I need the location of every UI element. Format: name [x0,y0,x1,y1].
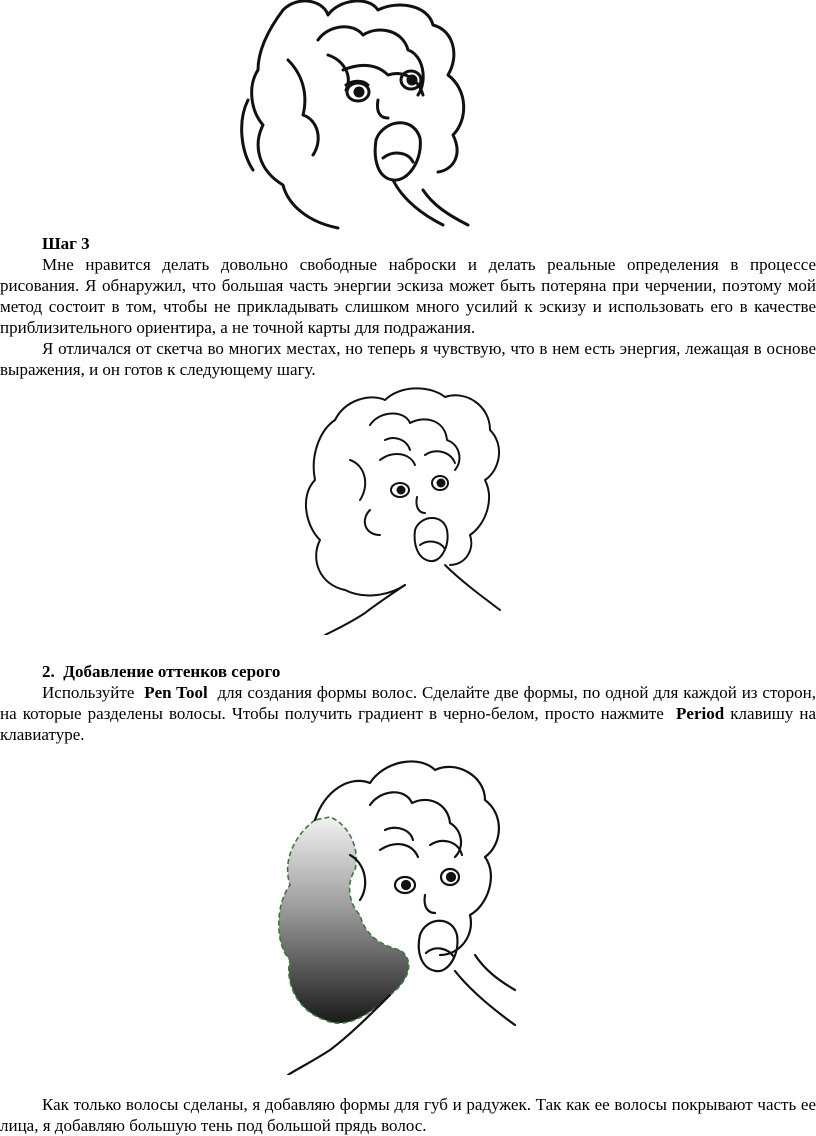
gradient-illustration [270,745,530,1075]
period-key-term: Period [676,704,725,723]
section2-p1-part-e: клавишу на клавиатуре. [0,704,816,744]
section2-paragraph-1 [0,682,816,745]
section2-heading [42,661,280,682]
lineart-drawing [295,385,505,635]
step3-paragraph-2: Я отличался от скетча во многих местах, но теперь я чувствую, что в нем есть энергия, лежащая в основе выражения, и он готов к следующему шагу. [0,339,816,379]
step3-paragraph-1: Мне нравится делать довольно свободные наброски и делать реальные определения в процессе рисования. Я обнаружил, что большая часть энергии эскиза может быть потеряна при черчении, поэтому мой метод состоит в том, чтобы не прикладывать слишком много усилий к эскизу и использовать его в качестве приблизительного ориентира, а не точной карты для подражания. [0,255,816,337]
sketch-drawing [228,0,488,230]
step3-text [0,254,816,380]
section2-paragraph-2: Как только волосы сделаны, я добавляю формы для губ и радужек. Так как ее волосы покрывают часть ее лица, я добавляю большую тень под большой прядь волос. [0,1095,816,1135]
section2-number: 2. [42,662,55,681]
section2-text-2 [0,1094,816,1136]
section2-title: Добавление оттенков серого [63,662,281,681]
gradient-drawing [270,745,530,1075]
step3-heading: Шаг 3 [42,234,90,253]
section2-p1-part-c: для создания формы волос. Сделайте две формы, по одной для каждой из сторон, на которые разделены волосы. Чтобы получить градиент в черно-белом, просто нажмите [0,683,816,723]
section2-text [0,682,816,745]
pen-tool-term: Pen Tool [144,683,208,702]
sketch-illustration [228,0,488,230]
lineart-illustration [295,385,505,635]
section2-p1-part-a: Используйте [42,683,135,702]
